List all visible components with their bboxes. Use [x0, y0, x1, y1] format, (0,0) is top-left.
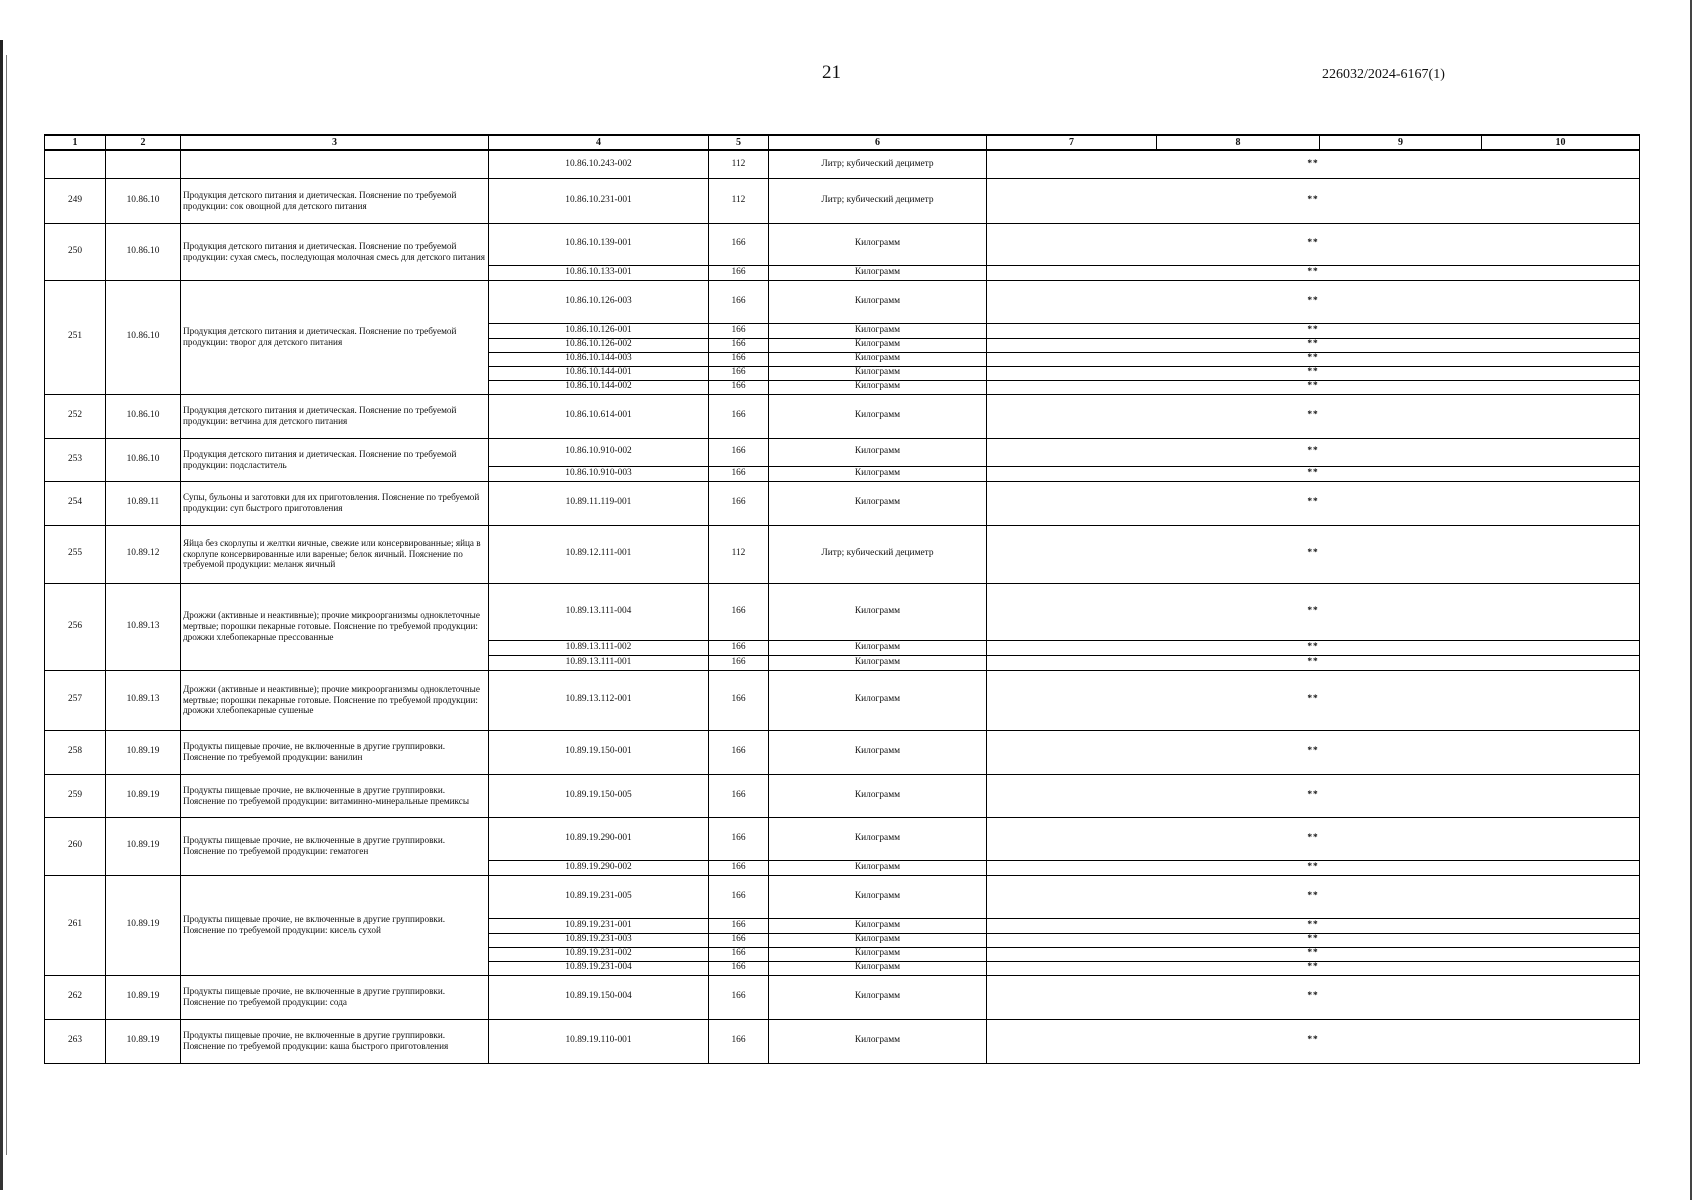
registry-table-body	[45, 135, 1640, 1063]
column-header: 8	[1157, 135, 1320, 150]
document-number: 226032/2024-6167(1)	[1322, 67, 1445, 82]
table-row	[45, 481, 1640, 525]
unit-name: Килограмм	[769, 280, 987, 323]
product-code: 10.89.19.231-002	[489, 947, 709, 961]
column-header: 5	[709, 135, 769, 150]
okei-code: 166	[709, 466, 769, 481]
okei-code: 166	[709, 655, 769, 670]
row-number: 262	[45, 975, 106, 1019]
unit-name: Килограмм	[769, 640, 987, 655]
requirement-mark: **	[987, 933, 1640, 947]
requirement-mark: **	[987, 774, 1640, 817]
okei-code: 166	[709, 947, 769, 961]
product-description: Дрожжи (активные и неактивные); прочие микроорганизмы одноклеточные мертвые; порошки пекарные готовые. Пояснение по требуемой продукции: дрожжи хлебопекарные прессованные	[181, 583, 489, 670]
unit-name: Литр; кубический дециметр	[769, 150, 987, 178]
table-row	[45, 150, 1640, 178]
product-description: Продукция детского питания и диетическая. Пояснение по требуемой продукции: подсластитель	[181, 438, 489, 481]
column-header: 7	[987, 135, 1157, 150]
table-row	[45, 583, 1640, 640]
unit-name: Килограмм	[769, 918, 987, 933]
okpd-code: 10.89.19	[106, 730, 181, 774]
product-description: Супы, бульоны и заготовки для их приготовления. Пояснение по требуемой продукции: суп быстрого приготовления	[181, 481, 489, 525]
requirement-mark: **	[987, 525, 1640, 583]
unit-name: Килограмм	[769, 352, 987, 366]
unit-name: Килограмм	[769, 730, 987, 774]
okpd-code: 10.89.19	[106, 774, 181, 817]
unit-name: Килограмм	[769, 860, 987, 875]
okei-code: 166	[709, 860, 769, 875]
product-code: 10.89.13.112-001	[489, 670, 709, 730]
product-description: Яйца без скорлупы и желтки яичные, свежие или консервированные; яйца в скорлупе консервированные или вареные; белок яичный. Пояснение по требуемой продукции: меланж яичный	[181, 525, 489, 583]
requirement-mark: **	[987, 380, 1640, 394]
okei-code: 166	[709, 352, 769, 366]
okei-code: 166	[709, 394, 769, 438]
product-code: 10.89.19.231-003	[489, 933, 709, 947]
row-number: 253	[45, 438, 106, 481]
okei-code: 166	[709, 640, 769, 655]
requirement-mark: **	[987, 178, 1640, 223]
requirement-mark: **	[987, 265, 1640, 280]
product-description: Продукты пищевые прочие, не включенные в другие группировки. Пояснение по требуемой продукции: гематоген	[181, 817, 489, 875]
product-description	[181, 150, 489, 178]
product-code: 10.86.10.144-003	[489, 352, 709, 366]
product-description: Дрожжи (активные и неактивные); прочие микроорганизмы одноклеточные мертвые; порошки пекарные готовые. Пояснение по требуемой продукции: дрожжи хлебопекарные сушеные	[181, 670, 489, 730]
product-code: 10.89.19.290-001	[489, 817, 709, 860]
requirement-mark: **	[987, 918, 1640, 933]
product-description: Продукты пищевые прочие, не включенные в другие группировки. Пояснение по требуемой продукции: кисель сухой	[181, 875, 489, 975]
requirement-mark: **	[987, 1019, 1640, 1063]
unit-name: Килограмм	[769, 875, 987, 918]
unit-name: Килограмм	[769, 394, 987, 438]
row-number	[45, 150, 106, 178]
unit-name: Килограмм	[769, 265, 987, 280]
requirement-mark: **	[987, 466, 1640, 481]
okpd-code: 10.86.10	[106, 394, 181, 438]
okei-code: 112	[709, 150, 769, 178]
product-code: 10.89.19.150-005	[489, 774, 709, 817]
requirement-mark: **	[987, 975, 1640, 1019]
row-number: 261	[45, 875, 106, 975]
unit-name: Килограмм	[769, 817, 987, 860]
requirement-mark: **	[987, 323, 1640, 338]
requirement-mark: **	[987, 860, 1640, 875]
okpd-code: 10.86.10	[106, 223, 181, 280]
table-header-row	[45, 135, 1640, 150]
page-number: 21	[822, 62, 841, 83]
okei-code: 166	[709, 875, 769, 918]
requirement-mark: **	[987, 438, 1640, 466]
product-code: 10.89.12.111-001	[489, 525, 709, 583]
product-code: 10.89.19.290-002	[489, 860, 709, 875]
requirement-mark: **	[987, 947, 1640, 961]
table-row	[45, 280, 1640, 323]
okei-code: 166	[709, 1019, 769, 1063]
row-number: 258	[45, 730, 106, 774]
okei-code: 166	[709, 438, 769, 466]
unit-name: Килограмм	[769, 481, 987, 525]
table-row	[45, 1019, 1640, 1063]
okpd-code: 10.89.12	[106, 525, 181, 583]
product-description: Продукция детского питания и диетическая. Пояснение по требуемой продукции: сухая смесь, последующая молочная смесь для детского питания	[181, 223, 489, 280]
requirement-mark: **	[987, 223, 1640, 265]
okpd-code: 10.86.10	[106, 280, 181, 394]
table-row	[45, 975, 1640, 1019]
unit-name: Килограмм	[769, 655, 987, 670]
unit-name: Килограмм	[769, 338, 987, 352]
okei-code: 112	[709, 178, 769, 223]
product-description: Продукция детского питания и диетическая. Пояснение по требуемой продукции: творог для детского питания	[181, 280, 489, 394]
unit-name: Килограмм	[769, 947, 987, 961]
requirement-mark: **	[987, 655, 1640, 670]
table-row	[45, 438, 1640, 466]
okpd-code: 10.89.19	[106, 975, 181, 1019]
row-number: 257	[45, 670, 106, 730]
product-code: 10.89.19.231-001	[489, 918, 709, 933]
okei-code: 166	[709, 961, 769, 975]
product-code: 10.89.11.119-001	[489, 481, 709, 525]
column-header: 9	[1320, 135, 1482, 150]
product-code: 10.86.10.231-001	[489, 178, 709, 223]
unit-name: Килограмм	[769, 323, 987, 338]
column-header: 10	[1482, 135, 1640, 150]
requirement-mark: **	[987, 670, 1640, 730]
unit-name: Килограмм	[769, 466, 987, 481]
product-code: 10.89.19.231-005	[489, 875, 709, 918]
requirement-mark: **	[987, 338, 1640, 352]
product-code: 10.89.19.110-001	[489, 1019, 709, 1063]
unit-name: Килограмм	[769, 366, 987, 380]
product-code: 10.86.10.243-002	[489, 150, 709, 178]
row-number: 256	[45, 583, 106, 670]
product-code: 10.86.10.144-002	[489, 380, 709, 394]
product-code: 10.89.13.111-002	[489, 640, 709, 655]
requirement-mark: **	[987, 730, 1640, 774]
product-code: 10.86.10.910-002	[489, 438, 709, 466]
row-number: 250	[45, 223, 106, 280]
okpd-code: 10.86.10	[106, 178, 181, 223]
row-number: 263	[45, 1019, 106, 1063]
unit-name: Литр; кубический дециметр	[769, 178, 987, 223]
requirement-mark: **	[987, 366, 1640, 380]
unit-name: Килограмм	[769, 223, 987, 265]
table-row	[45, 875, 1640, 918]
table-row	[45, 730, 1640, 774]
okei-code: 166	[709, 323, 769, 338]
requirement-mark: **	[987, 817, 1640, 860]
requirement-mark: **	[987, 875, 1640, 918]
product-code: 10.89.19.150-004	[489, 975, 709, 1019]
okei-code: 166	[709, 338, 769, 352]
okpd-code: 10.89.13	[106, 670, 181, 730]
okei-code: 166	[709, 481, 769, 525]
okpd-code: 10.86.10	[106, 438, 181, 481]
unit-name: Килограмм	[769, 933, 987, 947]
column-header: 3	[181, 135, 489, 150]
row-number: 252	[45, 394, 106, 438]
product-code: 10.86.10.144-001	[489, 366, 709, 380]
product-code: 10.89.13.111-001	[489, 655, 709, 670]
okei-code: 166	[709, 670, 769, 730]
unit-name: Литр; кубический дециметр	[769, 525, 987, 583]
unit-name: Килограмм	[769, 774, 987, 817]
product-code: 10.86.10.126-001	[489, 323, 709, 338]
okei-code: 166	[709, 817, 769, 860]
product-code: 10.86.10.133-001	[489, 265, 709, 280]
product-description: Продукты пищевые прочие, не включенные в другие группировки. Пояснение по требуемой продукции: витаминно-минеральные премиксы	[181, 774, 489, 817]
unit-name: Килограмм	[769, 438, 987, 466]
scan-left-edge	[0, 40, 3, 1190]
requirement-mark: **	[987, 394, 1640, 438]
okei-code: 166	[709, 223, 769, 265]
okpd-code: 10.89.11	[106, 481, 181, 525]
table-row	[45, 525, 1640, 583]
row-number: 254	[45, 481, 106, 525]
column-header: 1	[45, 135, 106, 150]
product-description: Продукты пищевые прочие, не включенные в другие группировки. Пояснение по требуемой продукции: каша быстрого приготовления	[181, 1019, 489, 1063]
product-code: 10.86.10.126-003	[489, 280, 709, 323]
requirement-mark: **	[987, 481, 1640, 525]
okei-code: 166	[709, 265, 769, 280]
row-number: 251	[45, 280, 106, 394]
table-row	[45, 223, 1640, 265]
product-description: Продукция детского питания и диетическая. Пояснение по требуемой продукции: ветчина для детского питания	[181, 394, 489, 438]
requirement-mark: **	[987, 640, 1640, 655]
okpd-code: 10.89.19	[106, 875, 181, 975]
requirement-mark: **	[987, 583, 1640, 640]
unit-name: Килограмм	[769, 975, 987, 1019]
okei-code: 166	[709, 774, 769, 817]
row-number: 259	[45, 774, 106, 817]
scan-right-edge	[1690, 0, 1692, 1200]
table-row	[45, 670, 1640, 730]
scan-left-edge-line	[6, 55, 7, 1155]
okpd-code: 10.89.19	[106, 1019, 181, 1063]
okpd-code: 10.89.19	[106, 817, 181, 875]
unit-name: Килограмм	[769, 583, 987, 640]
table-row	[45, 394, 1640, 438]
column-header: 2	[106, 135, 181, 150]
okei-code: 166	[709, 366, 769, 380]
requirement-mark: **	[987, 280, 1640, 323]
table-row	[45, 817, 1640, 860]
row-number: 255	[45, 525, 106, 583]
unit-name: Килограмм	[769, 1019, 987, 1063]
table-row	[45, 774, 1640, 817]
okei-code: 166	[709, 583, 769, 640]
okpd-code	[106, 150, 181, 178]
unit-name: Килограмм	[769, 670, 987, 730]
registry-table	[44, 134, 1640, 1064]
okei-code: 112	[709, 525, 769, 583]
okpd-code: 10.89.13	[106, 583, 181, 670]
okei-code: 166	[709, 933, 769, 947]
table-row	[45, 178, 1640, 223]
product-code: 10.86.10.614-001	[489, 394, 709, 438]
row-number: 260	[45, 817, 106, 875]
okei-code: 166	[709, 918, 769, 933]
product-description: Продукция детского питания и диетическая. Пояснение по требуемой продукции: сок овощной для детского питания	[181, 178, 489, 223]
unit-name: Килограмм	[769, 380, 987, 394]
product-code: 10.89.19.150-001	[489, 730, 709, 774]
product-code: 10.89.13.111-004	[489, 583, 709, 640]
requirement-mark: **	[987, 352, 1640, 366]
column-header: 6	[769, 135, 987, 150]
requirement-mark: **	[987, 961, 1640, 975]
okei-code: 166	[709, 380, 769, 394]
product-code: 10.86.10.126-002	[489, 338, 709, 352]
okei-code: 166	[709, 280, 769, 323]
requirement-mark: **	[987, 150, 1640, 178]
product-description: Продукты пищевые прочие, не включенные в другие группировки. Пояснение по требуемой продукции: сода	[181, 975, 489, 1019]
row-number: 249	[45, 178, 106, 223]
column-header: 4	[489, 135, 709, 150]
unit-name: Килограмм	[769, 961, 987, 975]
product-code: 10.89.19.231-004	[489, 961, 709, 975]
product-code: 10.86.10.910-003	[489, 466, 709, 481]
okei-code: 166	[709, 975, 769, 1019]
product-description: Продукты пищевые прочие, не включенные в другие группировки. Пояснение по требуемой продукции: ванилин	[181, 730, 489, 774]
product-code: 10.86.10.139-001	[489, 223, 709, 265]
okei-code: 166	[709, 730, 769, 774]
